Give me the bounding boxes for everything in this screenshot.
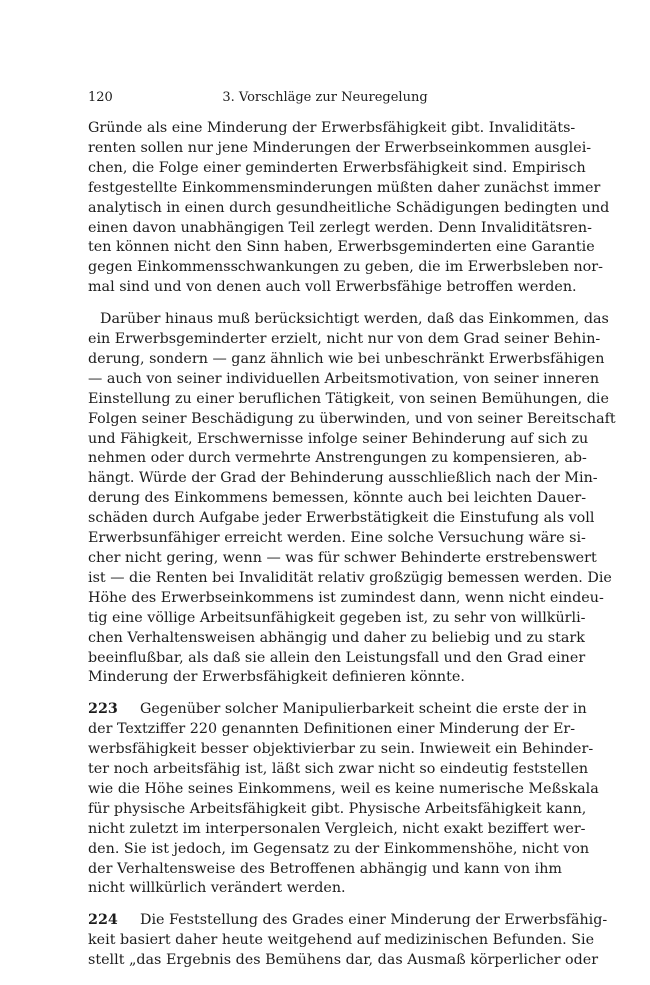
text-line: einen davon unabhängigen Teil zerlegt werden. Denn Invaliditätsren-	[88, 219, 592, 236]
text-line: tig eine völlige Arbeitsunfähigkeit gegeben ist, zu sehr von willkürli-	[88, 609, 586, 626]
text-line: festgestellte Einkommensminderungen müßten daher zunächst immer	[88, 179, 601, 196]
text-line: chen Verhaltensweisen abhängig und daher zu beliebig und zu stark	[88, 629, 585, 646]
text-line	[88, 911, 608, 931]
text-line: derung, sondern — ganz ähnlich wie bei unbeschränkt Erwerbsfähigen	[88, 350, 605, 367]
text-line: schäden durch Aufgabe jeder Erwerbstätigkeit die Einstufung als voll	[88, 510, 595, 527]
text-line: ten können nicht den Sinn haben, Erwerbsgeminderten eine Garantie	[88, 239, 595, 256]
text-line: wie die Höhe seines Einkommens, weil es keine numerische Meßskala	[88, 780, 599, 797]
text-line: — auch von seiner individuellen Arbeitsmotivation, von seiner inneren	[88, 370, 600, 387]
text-line: analytisch in einen durch gesundheitliche Schädigungen bedingten und	[88, 199, 610, 216]
running-title: 3. Vorschläge zur Neuregelung	[222, 90, 428, 105]
text-line: nicht zuletzt im interpersonalen Vergleich, nicht exakt beziffert wer-	[88, 820, 586, 837]
text-line-content: Gegenüber solcher Manipulierbarkeit scheint die erste der in	[140, 701, 587, 718]
text-line: stellt „das Ergebnis des Bemühens dar, das Ausmaß körperlicher oder	[88, 952, 599, 969]
text-line: beeinflußbar, als daß sie allein den Leistungsfall und den Grad einer	[88, 649, 586, 666]
text-line: keit basiert daher heute weitgehend auf medizinischen Befunden. Sie	[88, 932, 595, 949]
text-line: mal sind und von denen auch voll Erwerbsfähige betroffen werden.	[88, 279, 577, 296]
text-line: nehmen oder durch vermehrte Anstrengungen zu kompensieren, ab-	[88, 450, 587, 467]
text-line: nicht willkürlich verändert werden.	[88, 880, 346, 897]
text-line: und Fähigkeit, Erschwernisse infolge seiner Behinderung auf sich zu	[88, 430, 589, 447]
text-line: der Verhaltensweise des Betroffenen abhängig und kann von ihm	[88, 860, 562, 877]
text-line: der Textziffer 220 genannten Definitionen einer Minderung der Er-	[88, 721, 576, 738]
text-line: Gründe als eine Minderung der Erwerbsfähigkeit gibt. Invaliditäts-	[88, 120, 576, 136]
text-line: Einstellung zu einer beruflichen Tätigkeit, von seinen Bemühungen, die	[88, 390, 609, 407]
text-line: ist — die Renten bei Invalidität relativ großzügig bemessen werden. Die	[88, 569, 612, 586]
text-line: Höhe des Erwerbseinkommens ist zumindest dann, wenn nicht eindeu-	[88, 589, 604, 606]
page-number: 120	[88, 90, 113, 105]
text-line: Darüber hinaus muß berücksichtigt werden, daß das Einkommen, das	[100, 311, 609, 328]
text-line: chen, die Folge einer geminderten Erwerbsfähigkeit sind. Empirisch	[88, 159, 586, 176]
text-line: derung des Einkommens bemessen, könnte auch bei leichten Dauer-	[88, 490, 587, 507]
marginal-number: 223	[88, 701, 118, 718]
text-line: renten sollen nur jene Minderungen der Erwerbseinkommen ausglei-	[88, 139, 592, 156]
text-line: den. Sie ist jedoch, im Gegensatz zu der Einkommenshöhe, nicht von	[88, 840, 590, 857]
marginal-number: 224	[88, 912, 118, 929]
text-line: Erwerbsunfähiger erreicht werden. Eine solche Versuchung wäre si-	[88, 530, 586, 546]
text-line: cher nicht gering, wenn — was für schwer Behinderte erstrebenswert	[88, 550, 597, 566]
text-line: hängt. Würde der Grad der Behinderung ausschließlich nach der Min-	[88, 470, 598, 487]
text-line: Folgen seiner Beschädigung zu überwinden, und von seiner Bereitschaft	[88, 410, 616, 427]
text-line: ein Erwerbsgeminderter erzielt, nicht nur von dem Grad seiner Behin-	[88, 331, 601, 347]
text-line: werbsfähigkeit besser objektivierbar zu sein. Inwieweit ein Behinder-	[88, 741, 594, 758]
text-line: ter noch arbeitsfähig ist, läßt sich zwar nicht so eindeutig feststellen	[88, 761, 589, 777]
text-line: Minderung der Erwerbsfähigkeit definieren könnte.	[88, 669, 465, 686]
text-line: gegen Einkommensschwankungen zu geben, die im Erwerbsleben nor-	[88, 259, 603, 276]
text-line-content: Die Feststellung des Grades einer Minderung der Erwerbsfähig-	[140, 912, 608, 929]
text-line: für physische Arbeitsfähigkeit gibt. Physische Arbeitsfähigkeit kann,	[88, 800, 587, 817]
